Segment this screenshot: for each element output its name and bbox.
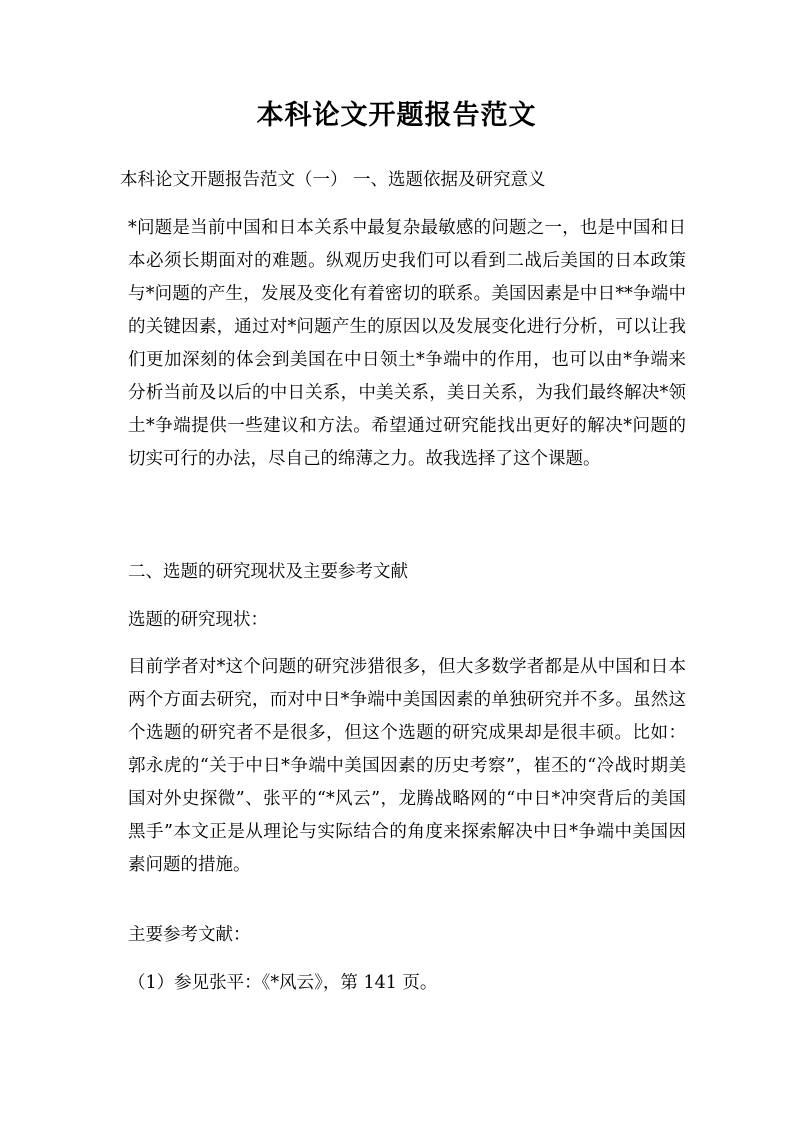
paragraph-research-status: 目前学者对*这个问题的研究涉猎很多，但大多数学者都是从中国和日本两个方面去研究，而对中日*争端中美国因素的单独研究并不多。虽然这个选题的研究者不是很多，但这个选题的研究成果却是很丰硕。比如：郭永虎的“关于中日*争端中美国因素的历史考察”，崔丕的“冷战时期美国对外史探微”、张平的“*风云”，龙腾战略网的“中日*冲突背后的美国黑手”本文正是从理论与实际结合的角度来探索解决中日*争端中美国因素问题的措施。 <box>128 657 686 875</box>
section2-heading: 二、选题的研究现状及主要参考文献 <box>128 562 408 582</box>
research-status-label: 选题的研究现状： <box>128 610 268 630</box>
paragraph-research-significance: *问题是当前中国和日本关系中最复杂最敏感的问题之一，也是中国和日本必须长期面对的难题。纵观历史我们可以看到二战后美国的日本政策与*问题的产生，发展及变化有着密切的联系。美国因素是中日**争端中的关键因素，通过对*问题产生的原因以及发展变化进行分析，可以让我们更加深刻的体会到美国在中日领土*争端中的作用，也可以由*争端来分析当前及以后的中日关系，中美关系，美日关系，为我们最终解决*领土*争端提供一些建议和方法。希望通过研究能找出更好的解决*问题的切实可行的办法，尽自己的绵薄之力。故我选择了这个课题。 <box>128 218 686 469</box>
subtitle-section1-heading: 本科论文开题报告范文（一） 一、选题依据及研究意义 <box>120 170 546 190</box>
page-title: 本科论文开题报告范文 <box>256 100 537 131</box>
reference-item-1: （1）参见张平：《*风云》，第 141 页。 <box>128 973 438 993</box>
references-label: 主要参考文献： <box>128 925 251 945</box>
